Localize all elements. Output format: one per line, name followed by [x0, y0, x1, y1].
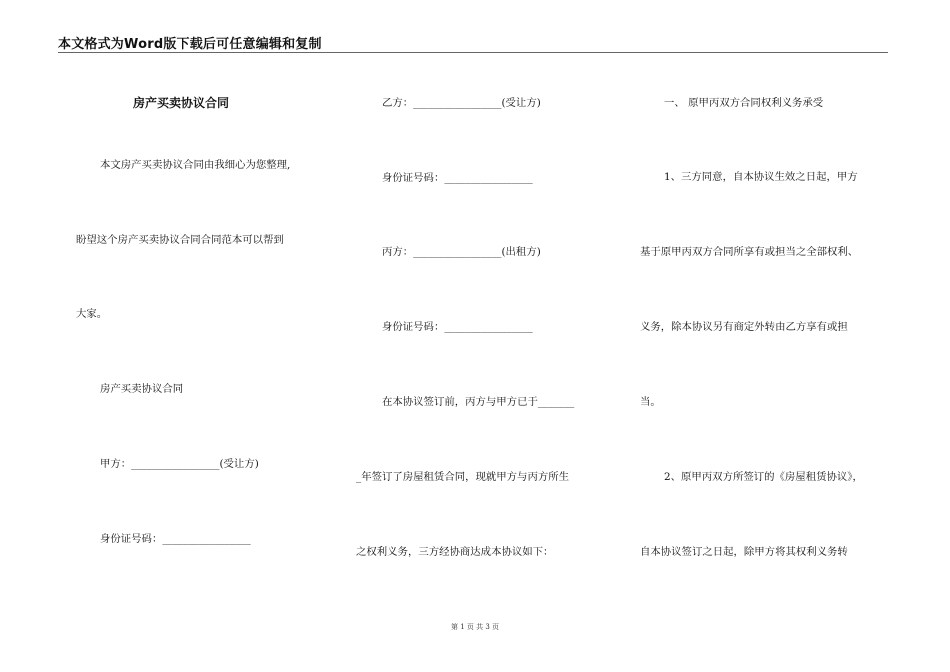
- clause-heading: 一、 原甲丙双方合同权利义务承受: [664, 97, 824, 109]
- clause-2-line-2: 自本协议签订之日起，除甲方将其权利义务转: [640, 546, 848, 558]
- document-title: 房产买卖协议合同: [133, 96, 230, 110]
- page-footer: 第 1 页 共 3 页: [450, 623, 500, 631]
- party-b-id-field: 身份证号码：_________________: [382, 172, 533, 184]
- clause-1-line-4: 当。: [640, 396, 661, 408]
- party-c-id-field: 身份证号码：_________________: [382, 321, 533, 333]
- intro-line-2: 盼望这个房产买卖协议合同合同范本可以帮到: [76, 234, 284, 246]
- clause-2-line-1: 2、原甲丙双方所签订的《房屋租赁协议》，: [664, 471, 863, 483]
- download-banner: 本文格式为Word版下载后可任意编辑和复制: [58, 37, 322, 52]
- party-a-id-field: 身份证号码：_________________: [100, 533, 251, 545]
- intro-line-1: 本文房产买卖协议合同由我细心为您整理,: [100, 159, 291, 171]
- section-subtitle: 房产买卖协议合同: [100, 383, 184, 395]
- intro-line-3: 大家。: [76, 308, 108, 320]
- clause-1-line-3: 义务，除本协议另有商定外转由乙方享有或担: [640, 321, 848, 333]
- party-b-field: 乙方：_________________(受让方): [382, 97, 541, 109]
- party-a-field: 甲方：_________________(受让方): [100, 458, 259, 470]
- party-c-field: 丙方：_________________(出租方): [382, 246, 541, 258]
- paragraph-line-2: _年签订了房屋租赁合同，现就甲方与丙方所生: [356, 471, 570, 483]
- header-rule: [58, 52, 888, 53]
- clause-1-line-1: 1、三方同意，自本协议生效之日起，甲方: [664, 171, 858, 183]
- clause-1-line-2: 基于原甲丙双方合同所享有或担当之全部权利、: [640, 246, 859, 258]
- paragraph-line-1: 在本协议签订前，丙方与甲方已于_______: [382, 396, 575, 408]
- paragraph-line-3: 之权利义务，三方经协商达成本协议如下：: [356, 546, 554, 558]
